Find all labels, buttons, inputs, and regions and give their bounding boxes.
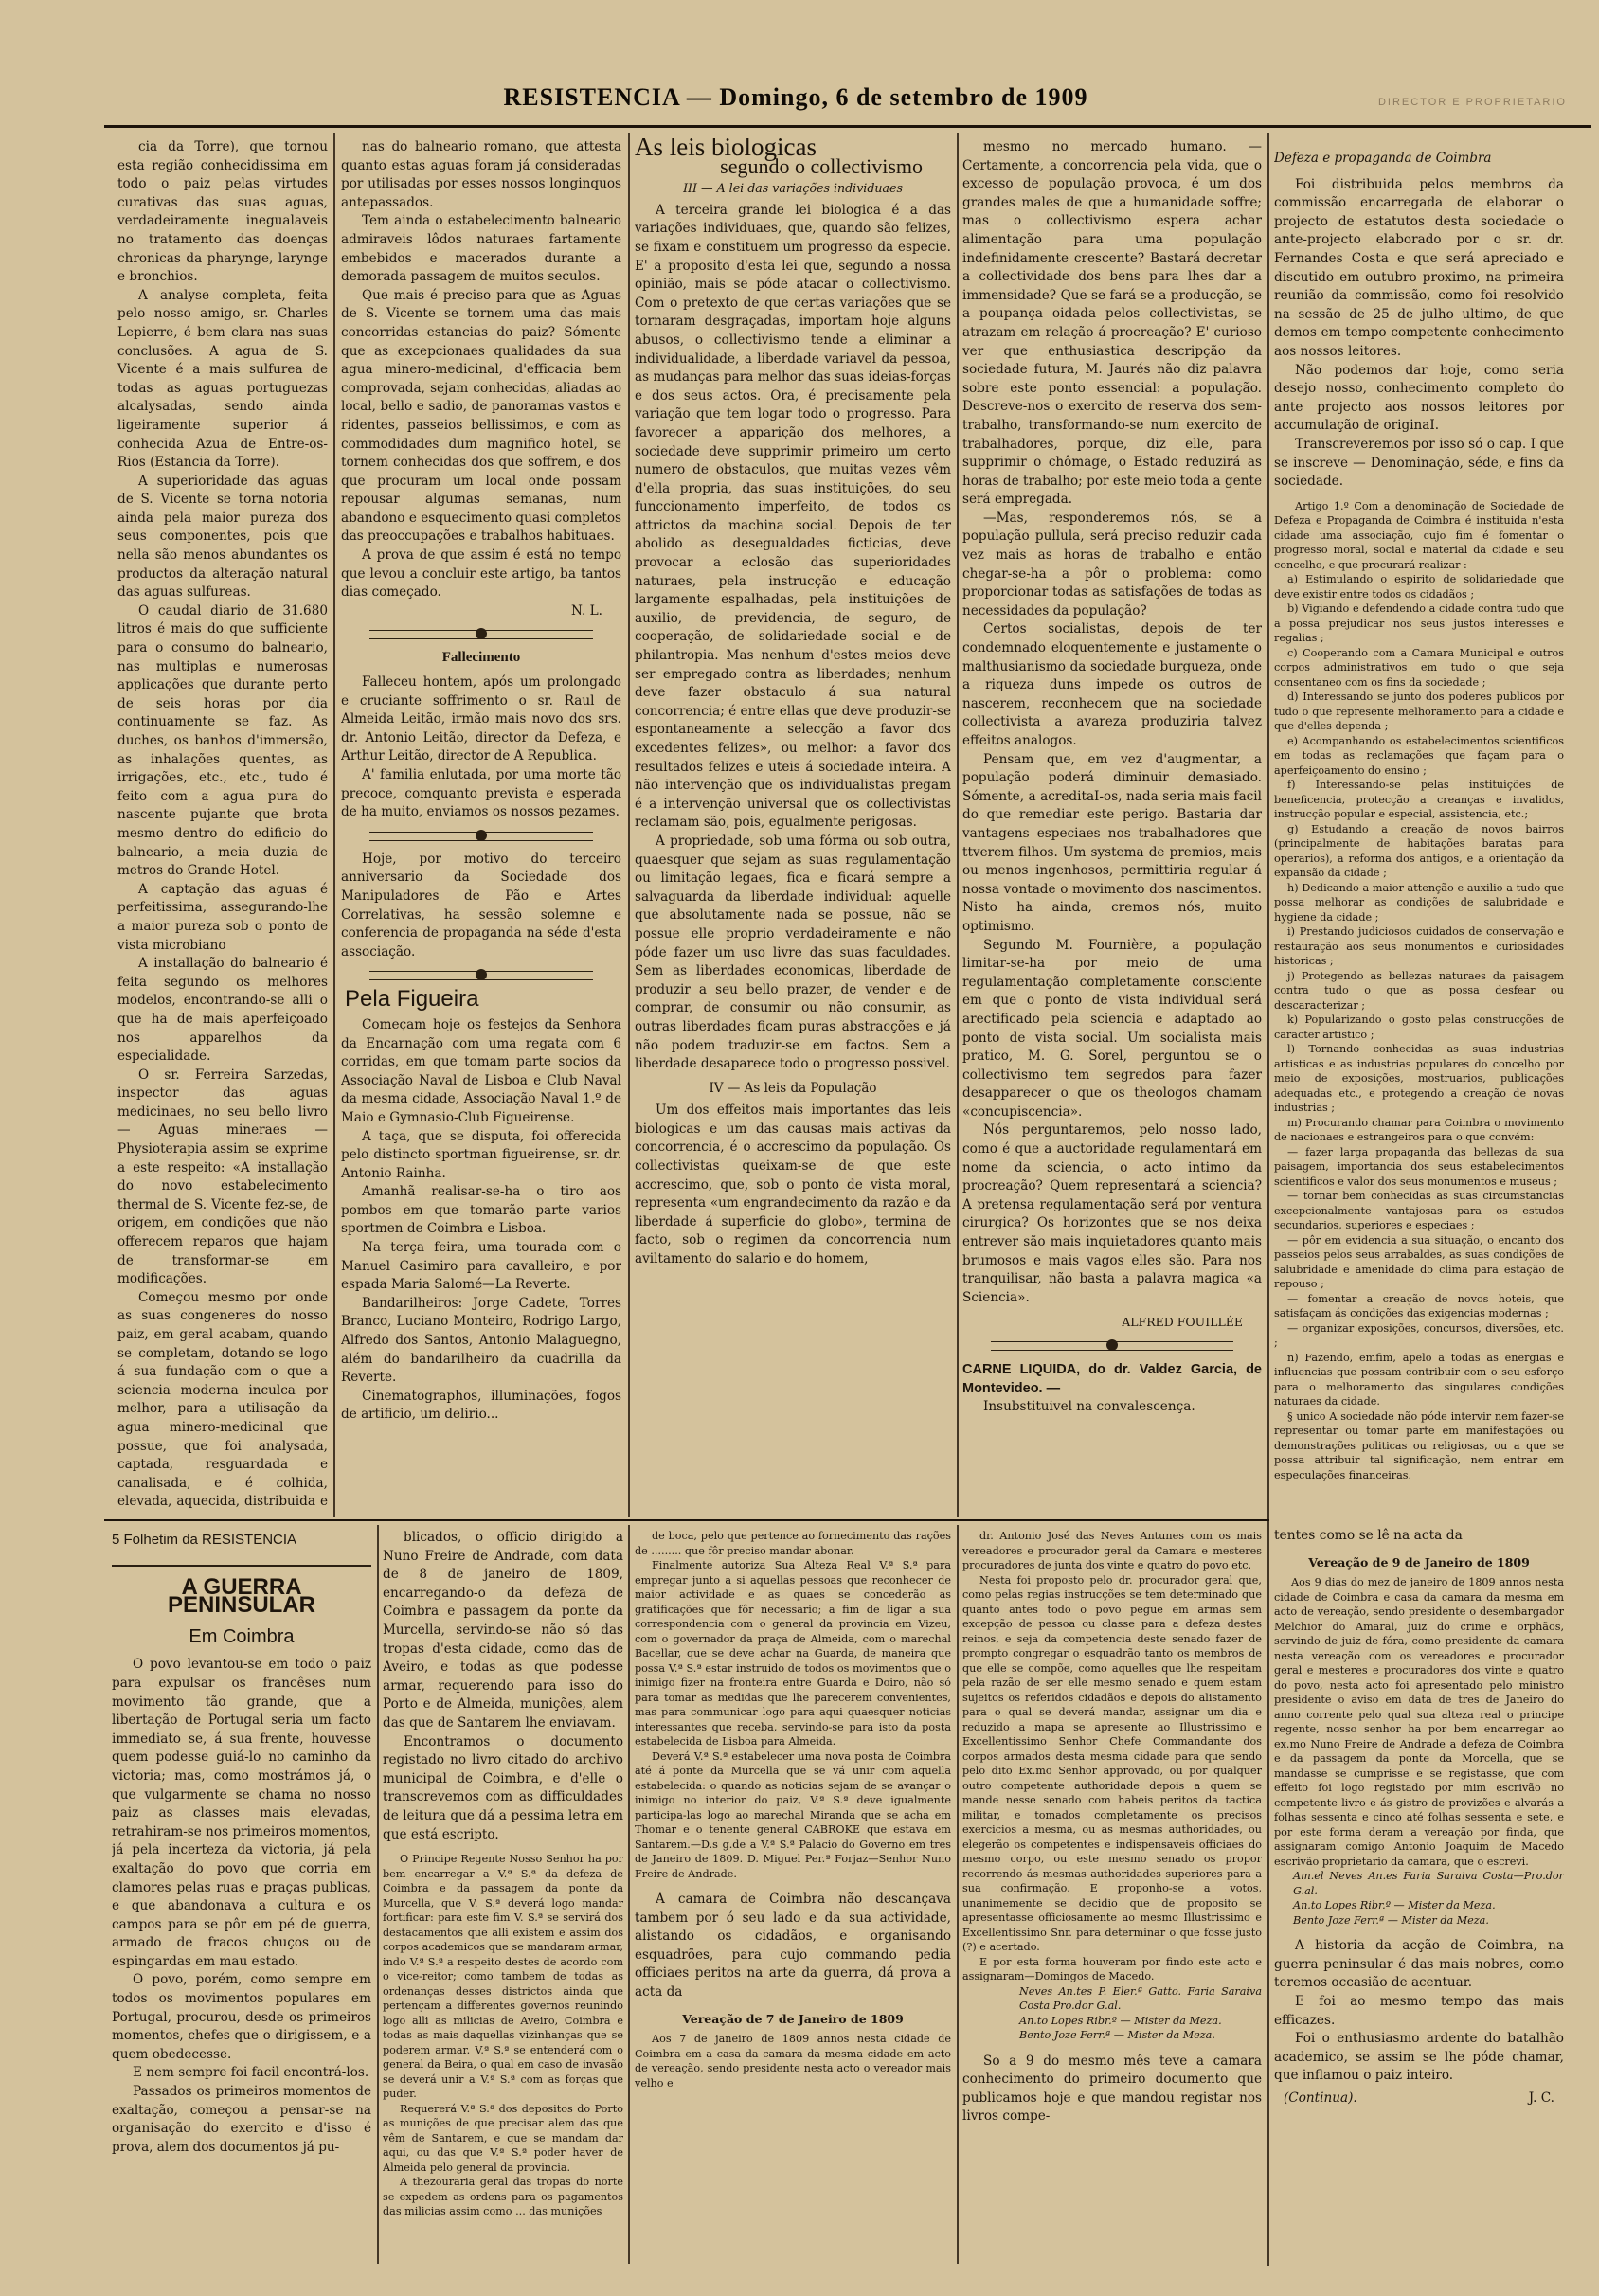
column-rule — [333, 133, 335, 1517]
paragraph: Certos socialistas, depois de ter condemnado eloquentemente e justamente o malthusianismo da sociedade burgueza, onde a riqueza duns impede os outros de nascerem, reconhecem que na sociedade collectivista a avareza produziria talvez effeitos analogos. — [962, 621, 1262, 748]
paragraph: Falleceu hontem, após um prolongado e cruciante soffrimento o sr. Raul de Almeida Leitão, irmão mais novo dos srs. dr. Antonio Leitão, director da Defeza, e Arthur Leitão, director de A Republica. — [341, 674, 621, 764]
column-5 — [1274, 150, 1564, 1514]
feuilleton-column-a — [112, 1527, 371, 2262]
paragraph: Segundo M. Fournière, a população limitar-se-ha por meio de uma regulamentação completamente consciente em que o ponto de vista individual será arectificado pela sciencia e adaptado ao ponto de vista social. Um socialista mais pratico, M. G. Sorel, perguntou se o collectivismo tem segredos para fazer desapparecer o que os theologos chamam «concupiscencia». — [962, 937, 1262, 1120]
author-signature: ALFRED FOUILLÉE — [1122, 1315, 1243, 1330]
paragraph: Foi distribuida pelos membros da commissão encarregada de elaborar o projecto de estatutos desta sociedade o ante-projecto elaborado por o sr. dr. Fernandes Costa e que será apreciado e discutido em outubro proximo, na primeira reunião da commissão, como foi resolvido na sessão de 25 de julho ultimo, de que demos em tempo competente conhecimento aos nossos leitores. — [1274, 176, 1564, 359]
divider — [369, 630, 593, 639]
figueira-title: Pela Figueira — [345, 986, 479, 1013]
document-signature: Am.el Neves An.es Faria Saraiva Costa—Pro.dor G.al. — [1293, 1870, 1564, 1897]
paragraph: Encontramos o documento registado no livro citado do archivo municipal de Coimbra, e d'elle o transcrevemos com as difficuldades de leitura que dá a pessima letra em que está escripto. — [383, 1733, 623, 1842]
statute-item: g) Estudando a creação de novos bairros (principalmente de habitações baratas para operarios), a reforma dos antigos, e a orientação da expansão da cidade ; — [1274, 822, 1564, 880]
feuilleton-column-d — [962, 1529, 1262, 2262]
column-rule — [957, 1525, 959, 2264]
statute-item: — tornar bem conhecidas as suas circumstancias excepcionalmente vantajosas para os estudos secundarios, superiores e especiaes ; — [1274, 1190, 1564, 1232]
obituary-title: Fallecimento — [441, 650, 521, 666]
paragraph: O sr. Ferreira Sarzedas, inspector das aguas medicinaes, no seu bello livro — Aguas mineraes — Physioterapia assim se exprime a este respeito: «A installação do novo estabelecimento thermal de S. Vicente fez-se, de origem, em condições que não offerecem reparos que hajam de transformar-se em modificações. — [117, 1067, 328, 1287]
divider — [991, 1341, 1233, 1351]
paragraph: A taça, que se disputa, foi offerecida pelo distincto sportman figueirense, sr. dr. Antonio Rainha. — [341, 1128, 621, 1181]
paragraph: Amanhã realisar-se-ha o tiro aos pombos em que tomarão parte varios sportmen de Coimbra e Lisboa. — [341, 1184, 621, 1237]
paragraph: Começam hoje os festejos da Senhora da Encarnação com uma regata com 6 corridas, em que tomam parte socios da Associação Naval de Lisboa e Club Naval da mesma cidade, Associação Naval 1.º de Maio e Gymnasio-Club Figueirense. — [341, 1016, 621, 1125]
statute-item: n) Fazendo, emfim, apelo a todas as energias e influencias que possam contribuir com o seu esforço para o melhoramento das singulares condições naturaes da cidade. — [1274, 1351, 1564, 1408]
paragraph: A superioridade das aguas de S. Vicente se torna notoria ainda pela maior pureza dos seus componentes, pois que nella são menos abundantes os productos da alteração natural das aguas sulfureas. — [117, 473, 328, 601]
document-signature: An.to Lopes Ribr.º — Mister da Meza. — [1019, 2014, 1222, 2027]
document-text: E por esta forma houveram por findo este acto e assignaram—Domingos de Macedo. — [962, 1955, 1262, 1982]
document-signature: Bento Joze Ferr.ª — Mister da Meza. — [1293, 1913, 1489, 1927]
paragraph: A historia da acção de Coimbra, na guerra peninsular é das mais nobres, como teremos occasião de acentuar. — [1274, 1938, 1564, 1991]
statute-item: — fazer larga propaganda das bellezas da sua paisagem, importancia dos seus estabelecimentos scientificos e valor dos seus monumentos e museus ; — [1274, 1145, 1564, 1188]
document-text: Finalmente autoriza Sua Alteza Real V.ª S.ª para empregar junto a si aquellas pessoas que reconhecer de maior actividade e as quaes se concederão as gratificações que fôr necessario; a fim de ligar a sua correspondencia com o general da provincia em Vizeu, com o governador da praça de Almeida, com o marechal Bacellar, que se deve achar na Guarda, de maneira que possa V.ª S.ª estar instruido de todos os movimentos que o inimigo fizer na fronteira entre Guarda e Doiro, não só para tomar as medidas que lhe parecerem convenientes, mas para communicar logo para aqui quaesquer noticias interessantes que receba, servindo-se para isto da posta estabelecida de Lisboa para Almeida. — [635, 1559, 951, 1748]
paragraph: Não podemos dar hoje, como seria desejo nosso, conhecimento completo do ante projecto aos nossos leitores por accumulação de originaI. — [1274, 362, 1564, 434]
statute-item: j) Protegendo as bellezas naturaes da paisagem contra tudo o que as possa desfear ou descaracterizar ; — [1274, 969, 1564, 1012]
column-rule — [628, 1525, 630, 2264]
divider — [369, 832, 593, 841]
paragraph: Tem ainda o estabelecimento balneario admiraveis lôdos naturaes fartamente embebidos e macerados durante a demorada passagem de muitos seculos. — [341, 213, 621, 285]
statute-item: a) Estimulando o espirito de solidariedade que deve existir entre todos os cidadãos ; — [1274, 573, 1564, 601]
paragraph: A terceira grande lei biologica é a das variações individuaes, que, quando são felizes, se fixam e constituem um progresso da especie. E' a proposito d'esta lei que, segundo a nossa opinião, mais se póde atacar o collectivismo. Com o pretexto de que certas variações que se tornaram desgraçadas, importam hoje alguns abusos, o collectivismo tende a eliminar a individualidade, a liberdade variavel da pessoa, as mudanças para melhor das suas ideias-forças e dos seus actos. Ora, é precisamente pela variação que tem logar todo o progresso. Para favorecer a apparição dos melhores, a sociedade deve supprimir primeiro um certo numero de obstaculos, que muitas vezes vêm d'ella propria, das suas instituições, do seu funccionamento imperfeito, de todos os attrictos da machina social. Depois de ter abolido as desegualdades ficticias, deve provocar a eclosão das superioridades naturaes, pela instrucção e educação largamente espalhadas, pela instituições de auxilio, de previdencia, de seguro, de cooperação, de solidariedade social e de philantropia. Mas nenhum d'estes meios deve ser empregado contra as liberdades; nenhum deve fazer obstaculo á sua natural concorrencia; é entre ellas que deve produzir-se espontaneamente a selecção a favor dos excedentes felizes», ou melhor: a favor dos resultados felizes e uteis á sociedade inteira. A não intervenção que os individualistas pregam é a intervenção universal que os collectivistas reclamam são, pois, egualmente perigosas. — [635, 202, 951, 831]
feuilleton-column-b — [383, 1529, 623, 2262]
statute-item: f) Interessando-se pelas instituições de beneficencia, protecção a creanças e invalidos, instrucção popular e especial, assistencia, etc.; — [1274, 779, 1564, 821]
paragraph: Um dos effeitos mais importantes das leis biologicas e um das causas mais activas da concorrencia, é o accrescimo da população. Os collectivistas queixam-se de que este accrescimo, que, sob o ponto de vista moral, representa «um engrandecimento da razão e da liberdade á superficie do globo», termina de facto, sob o regimen da concorrencia num aviltamento do salario e do homem, — [635, 1103, 951, 1267]
column-4 — [962, 138, 1262, 1512]
paragraph: Foi o enthusiasmo ardente do batalhão academico, se assim se lhe póde chamar, que inflamou o paiz inteiro. — [1274, 2031, 1564, 2084]
masthead: RESISTENCIA — Domingo, 6 de setembro de 1909 — [503, 83, 1088, 111]
masthead-rule — [104, 125, 1591, 128]
paragraph: Na terça feira, uma tourada com o Manuel Casimiro para cavalleiro, e por espada Maria Salomé—La Reverte. — [341, 1240, 621, 1293]
header-right-faded: DIRECTOR E PROPRIETARIO — [1377, 97, 1567, 108]
statute-item: — organizar exposições, concursos, diversões, etc. ; — [1274, 1321, 1564, 1350]
paragraph: Bandarilheiros: Jorge Cadete, Torres Branco, Luciano Monteiro, Rodrigo Largo, Alfredo dos Santos, Antonio Malaguegno, além do bandarilheiro da cuadrilla da Reverte. — [341, 1295, 621, 1386]
advert-text: Insubstituivel na convalescença. — [983, 1399, 1195, 1414]
statute-item: b) Vigiando e defendendo a cidade contra tudo que a possa prejudicar nos seus justos interesses e regalias ; — [1274, 602, 1564, 645]
paragraph: cia da Torre), que tornou esta região conhecidissima em todo o paiz pelas virtudes curativas das suas aguas, verdadeiramente inegualaveis no tratamento das doenças chronicas da pharynge, larynge e bronchios. — [117, 139, 328, 285]
document-text: A thezouraria geral das tropas do norte se expedem as ordens para os pagamentos das milicias assim como ... das munições — [383, 2176, 623, 2218]
statute-item: k) Popularizando o gosto pelas construcções de caracter artistico ; — [1274, 1013, 1564, 1041]
paragraph: Pensam que, em vez d'augmentar, a população poderá diminuir demasiado. Sómente, a acreditaI-os, nada seria mais facil do que remediar este perigo. Bastaria dar vantagens especiaes nos trabalhadores que ttverem filhos. Um systema de premios, mais ou menos ingenhosos, permittiria regular á nossa vontade o movimento dos nascimentos. Nisto ha ainda, cremos nós, muito optimismo. — [962, 751, 1262, 934]
document-text: de boca, pelo que pertence ao fornecimento das rações de ......... que fôr preciso mandar abonar. — [635, 1530, 951, 1557]
paragraph: A analyse completa, feita pelo nosso amigo, sr. Charles Lepierre, é bem clara nas suas conclusões. A agua de S. Vicente é a mais sulfurea de todas as aguas portuguezas alcalysadas, sendo ainda ligeiramente superior á conhecida Azua de Entre-os-Rios (Estancia da Torre). — [117, 287, 328, 471]
statute-item: § unico A sociedade não póde intervir nem fazer-se representar ou tomar parte em manifestações ou demonstrações politicas ou religiosas, ou a que se possa attribuir tal significação, nem entrar em especulações financeiras. — [1274, 1409, 1564, 1481]
column-rule — [628, 133, 630, 1517]
column-rule — [957, 133, 959, 1517]
document-signature: Bento Joze Ferr.ª — Mister da Meza. — [1019, 2029, 1215, 2041]
statute-item: c) Cooperando com a Camara Municipal e outros corpos administrativos em tudo o que seja consentaneo com os fins da sociedade ; — [1274, 646, 1564, 689]
signature: N. L. — [570, 602, 602, 619]
paragraph: nas do balneario romano, que attesta quanto estas aguas foram já consideradas por utilisadas por esses nossos longinquos antepassados. — [341, 139, 621, 210]
statute-item: d) Interessando se junto dos poderes publicos por tudo o que represente melhoramento para a cidade e que d'elles dependa ; — [1274, 691, 1564, 733]
paragraph: A camara de Coimbra não descançava tambem por ó seu lado e da sua actividade, alistando os cidadãos, e organisando esquadrões, para cujo commando pedia officiaes peritos na arte da guerra, dá prova a acta da — [635, 1892, 951, 2000]
minutes-title: Vereação de 9 de Janeiro de 1809 — [1308, 1554, 1530, 1570]
feuilleton-rule — [104, 1519, 1269, 1521]
feuilleton-title: A GUERRA PENINSULAR — [167, 1573, 315, 1619]
document-text: Requererá V.ª S.ª dos depositos do Porto as munições de que precisar alem das que vêm de Santarem, e que se mandam dar aqui, ou das que V.ª S.ª poder haver de Almeida pelo general da provincia. — [383, 2102, 623, 2174]
feuilleton-column-e — [1274, 1527, 1564, 2262]
statute-item: h) Dedicando a maior attenção e auxilio a tudo que possa melhorar as condições de salubridade e hygiene da cidade ; — [1274, 881, 1564, 924]
paragraph: E foi ao mesmo tempo das mais efficazes. — [1274, 1993, 1564, 2028]
document-text: Deverá V.ª S.ª estabelecer uma nova posta de Coimbra até á ponte da Murcella que se vá unir com aquella estabelecida: o quando as noticias sejam de se avançar o inimigo no interior do paiz, V.ª S.ª deve igualmente participa-las logo ao marechal Miranda que se acha em Thomar e o tenente general CABROKE que estava em Santarem.—D.s g.de a V.ª S.ª Palacio do Governo em tres de Janeiro de 1809. D. Miguel Per.ª Forjaz—Senhor Nuno Freire de Andrade. — [635, 1749, 951, 1880]
paragraph: A propriedade, sob uma fórma ou sob outra, quaesquer que sejam as suas regulamentação ou limitação legaes, fica e ficará sempre a salvaguarda da liberdade individual: aquelle que absolutamente nada se possue, não se possue elle proprio verdadeiramente e não póde fazer um uso livre das suas faculdades. Sem as liberdades economicas, liberdade de produzir a seu bello prazer, de vender e de comprar, de consumir ou não consumir, as outras liberdades ficam puras abstracções e já não podem traduzir-se em factos. Sem a liberdade desaparece todo o progresso possivel. — [635, 833, 951, 1072]
paragraph: A installação do balneario é feita segundo os melhores modelos, encontrando-se alli o que ha de mais aperfeiçoado nos apparelhos da especialidade. — [117, 956, 328, 1065]
paragraph: Passados os primeiros momentos de exaltação, começou a pensar-se na organisação do exercito e d'isso é prova, alem dos documentos já pu- — [112, 2084, 371, 2155]
paragraph: —Mas, responderemos nós, se a população pullula, será preciso reduzir cada vez mais as horas de trabalho e então chegar-se-ha a pôr o problema: como proporcionar todas as satisfações de todas as necessidades da população? — [962, 510, 1262, 619]
feuilleton-label-rule — [112, 1565, 371, 1567]
section-heading: III — A lei das variações individuaes — [683, 181, 903, 196]
feuilleton-subtitle: Em Coimbra — [189, 1625, 295, 1647]
paragraph: Nós perguntaremos, pelo nosso lado, como é que a auctoridade regulamentará em nome da sciencia, o acto intimo da procreação? Quem representará a sciencia? A pretensa regulamentação será por ventura cirurgica? Os horizontes que se nos deixa entrever são mais inquietadores quanto mais brumosos e mais vagos elles são. Para nos tranquilisar, não basta a palavra magica «a Sciencia». — [962, 1122, 1262, 1305]
paragraph: O povo, porém, como sempre em todos os movimentos populares em Portugal, procurou, desde os primeiros momentos, chefes que o dirigissem, e a quem obedecesse. — [112, 1972, 371, 2062]
document-text: Nesta foi proposto pelo dr. procurador geral que, como pelas regias instrucções se tem determinado que quanto antes todo o povo pegue em armas sem excepção de pessoa ou classe para a defeza destes reinos, e seja da competencia deste senado fazer de prompto congregar o esquadrão tanto os membros de que elle se compõe, como aquelles que lhe respeitam pela razão de ser elle mesmo senado e quem estam sujeitos os referidos cidadãos e depois do alistamento para o qual se deverá mandar, assignar um dia e reduzido a mapa se apresente ao Illustrissimo e Excellentissimo Senhor Chefe Commandante dos corpos armados desta mesma cidade para que sendo pelo dito Ex.mo Senhor approvado, ou por qualquer outro competente authoridade depois a quem se mande nesse senado com habeis peritos da tactica militar, e tomados completamente os precisos exercicios a mesma, ou as mesmas authoridades, ou elegerão os competentes e indispensaveis officiaes do mesmo corpo, ou este mesmo senado os propor recorrendo ás mesmas authoridades superiores para a sua confirmação. E proponho-se a votos, unanimemente se decidio que de proposito se apresentasse officiosamente ao mesmo Illustrissimo e Excellentissimo Snr. para determinar o que fosse justo (?) e acertado. — [962, 1573, 1262, 1953]
statute-item: i) Prestando judiciosos cuidados de conservação e restauração aos seus monumentos e curiosidades historicas ; — [1274, 925, 1564, 968]
continuation-row — [1274, 2090, 1564, 2108]
column-3 — [635, 138, 951, 1512]
continued-label: (Continua). — [1284, 2090, 1357, 2106]
document-text: dr. Antonio José das Neves Antunes com os mais vereadores e procurador geral da Camara e mesteres procuradores de junta dos vinte e quatro do povo etc. — [962, 1530, 1262, 1571]
column-2 — [341, 138, 621, 1512]
paragraph: E nem sempre foi facil encontrá-los. — [133, 2065, 369, 2081]
article-subtitle: segundo o collectivismo — [720, 153, 923, 178]
column-1 — [117, 138, 328, 1512]
statute-item: l) Tornando conhecidas as suas industrias artisticas e as industrias populares do concelho por meio de exposições, mostruarios, publicações adequadas etc., e protegendo a creação de novas industrias ; — [1274, 1043, 1564, 1115]
author-initials: J. C. — [1528, 2090, 1554, 2106]
document-text: O Principe Regente Nosso Senhor ha por bem encarregar a V.ª S.ª da defeza de Coimbra e da passagem da ponte da Murcella, que V. S.ª deverá logo mandar fortificar: para este fim V. S.ª se servirá dos destacamentos que alli existem e assim dos corpos academicos que se mandaram armar, indo V.ª S.ª a respeito destes de acordo com o vice-reitor; como tambem de todas as ordenanças desses districtos ainda que pertençam a differentes governos reunindo logo alli as milicias de Aveiro, Coimbra e todas as mais daquellas vizinhanças que se poderem armar. V.ª S.ª se entenderá com o general da Beira, o qual em caso de invasão se deverá unir a V.ª S.ª com as forças que puder. — [383, 1853, 623, 2101]
paragraph: A' familia enlutada, por uma morte tão precoce, comquanto prevista e esperada de ha muito, enviamos os nossos pezames. — [341, 767, 621, 820]
feuilleton-column-c — [635, 1529, 951, 2262]
statute-item: e) Acompanhando os estabelecimentos scientificos em todas as reclamações que façam para o aperfeiçoamento do ensino ; — [1274, 734, 1564, 777]
divider — [369, 971, 593, 980]
paragraph: Começou mesmo por onde as suas congeneres do nosso paiz, em geral acabam, quando se completam, dotando-se logo á sua fundação com o que a sciencia moderna inculca por melhor, para a utilisação da agua minero-medicinal que possue, que foi analysada, captada, resguardada e canalisada, e é colhida, elevada, aquecida, distribuida e — [117, 1289, 328, 1510]
statute-article: Artigo 1.º Com a denominação de Sociedade de Defeza e Propaganda de Coimbra é instituida n'esta cidade uma associação, cujo fim é fomentar o progresso moral, social e material da cidade e seu concelho, e que procurará realizar : — [1274, 499, 1564, 571]
feuilleton-label: 5 Folhetim da RESISTENCIA — [112, 1532, 297, 1548]
document-text: Aos 9 dias do mez de janeiro de 1809 annos nesta cidade de Coimbra e casa da camara da mesma em acto de vereação, sendo presidente o desembargador Melchior do Amaral, juiz do crime e orphãos, servindo de juiz de fóra, como presidente da camara nesta vereação com os vereadores e procurador geral e mesteres e procuradores dos vinte e quatro do povo, nesta acto foi apresentado pelo ministro presidente o aviso em data de tres de Janeiro do anno corrente pelo qual sua alteza real o principe regente, nosso senhor ha por bem encarregar ao ex.mo Nuno Freire de Andrade a defeza de Coimbra e da passagem da ponte da Morcella, que se mandasse se cumprisse e se registasse, que com effeito foi logo registado por mim escrivão no competente livro e ás gistro de provizões e alvarás a folhas sessenta e cinco até folhas sessenta e sete, e por este forma deram a vereação por finda, que assignaram comigo Antonio Joaquim de Macedo escrivão proprietario da camara, que o escrevi. — [1274, 1576, 1564, 1868]
paragraph: Que mais é preciso para que as Aguas de S. Vicente se tornem uma das mais concorridas estancias do paiz? Sómente que as excepcionaes qualidades da sua agua minero-medicinal, d'efficacia bem comprovada, sejam conhecidas, aliadas ao local, bello e sadio, de panoramas vastos e ridentes, passeios bellissimos, e com as commodidades dum magnifico hotel, se tornem conhecidas dos que soffrem, e dos que procuram um local onde possam repousar algumas semanas, num abandono e esquecimento quasi completos das preoccupações e trabalhos habituaes. — [341, 287, 621, 545]
paragraph: Hoje, por motivo do terceiro anniversario da Sociedade dos Manipuladores de Pão e Artes Correlativas, ha sessão solemne e conferencia de propaganda na séde d'esta associação. — [341, 851, 621, 960]
statute-item: — pôr em evidencia a sua situação, o encanto dos passeios pelos seus arrabaldes, as suas condições de salubridade e amenidade do clima para estação de repouso ; — [1274, 1233, 1564, 1291]
paragraph: O povo levantou-se em todo o paiz para expulsar os francêses num movimento tão grande, que a libertação de Portugal seria um facto immediato se, á sua frente, houvesse quem podesse guiá-lo no caminho da victoria; mas, como mostrámos já, o que vulgarmente se chama no nosso paiz as classes mais elevadas, retrahiram-se nos primeiros momentos, já pela incerteza da victoria, já pela exaltação do povo que corria em clamores pelas ruas e praças publicas, e que abandonava a cultura e os campos para se pôr em pé de guerra, armado de fracos chuços ou de espingardas em mau estado. — [112, 1657, 371, 1969]
paragraph: Transcreveremos por isso só o cap. I que se inscreve — Denominação, séde, e fins da sociedade. — [1274, 436, 1564, 490]
paragraph: So a 9 do mesmo mês teve a camara conhecimento do primeiro documento que publicamos hoje e que mandou registar nos livros compe- — [962, 2053, 1262, 2125]
column-rule — [377, 1525, 379, 2264]
paragraph: A prova de que assim é está no tempo que levou a concluir este artigo, ba tantos dias começado. — [341, 547, 621, 601]
paragraph: tentes como se lê na acta da — [1274, 1528, 1463, 1543]
advert-title: CARNE LIQUIDA, do dr. Valdez Garcia, de Montevideo. — — [962, 1362, 1262, 1396]
document-text: Aos 7 de janeiro de 1809 annos nesta cidade de Coimbra em a casa da camara da mesma cidade em acto de vereação, sendo presidente nesta acto o vereador mais velho e — [635, 2033, 951, 2090]
document-signature: Neves An.tes P. Eler.ª Gatto. Faria Saraiva Costa Pro.dor G.al. — [1019, 1984, 1262, 2012]
paragraph: A captação das aguas é perfeitissima, assegurando-lhe a maior pureza sob o ponto de vista microbiano — [117, 881, 328, 953]
paragraph: mesmo no mercado humano. — Certamente, a concorrencia pela vida, que o excesso de população provoca, é um dos grandes males de que a humanidade soffre; mas o collectivismo espera achar alimentação para uma população indefinidamente crescente? Bastará decretar a collectividade dos bens para lhes dar a immensidade? Que se fará se a producção, se a poupança oidada pelos collectivistas, se atrazam em relação á procreação? E' curioso ver que enthusiastica descripção da sociedade futura, M. Jaurés não diz palavra sobre este ponto essencial: a população. Descreve-nos o exercito de reserva dos sem-trabalho, transformando-se num exercito de trabalhadores, porque, diz elle, para supprimir o chômage, o Estado reduzirá as horas de trabalho; por este meio toda a gente será empregada. — [962, 139, 1262, 508]
column-rule — [1267, 133, 1269, 2266]
section-heading: IV — As leis da População — [709, 1080, 877, 1096]
document-signature: An.to Lopes Ribr.º — Mister da Meza. — [1293, 1899, 1496, 1912]
statute-item: — fomentar a creação de novos hoteis, que satisfaçam ás condições das exigencias modernas ; — [1274, 1292, 1564, 1320]
paragraph: O caudal diario de 31.680 litros é mais do que sufficiente para o consumo do balneario, nas multiplas e numerosas applicações que durante perto de seis horas por dia continuamente se faz. As duches, os banhos d'immersão, as inhalações quentes, as irrigações, etc., etc., tudo é feito com a agua pura do nascente pujante que brota mesmo dentro do edificio do balneario, a meia duzia de metros do Grande Hotel. — [117, 602, 328, 879]
article-title: Defeza e propaganda de Coimbra — [1274, 151, 1492, 166]
paragraph: Cinematographos, illuminações, fogos de artificio, um delirio... — [341, 1388, 621, 1423]
article-title: As leis biologicas — [635, 138, 817, 161]
paragraph: blicados, o officio dirigido a Nuno Freire de Andrade, com data de 8 de janeiro de 1809, encarregando-o da defeza de Coimbra e passagem da ponte da Murcella, servindo-se não só das tropas d'esta cidade, como das de Aveiro, e todas as que podesse armar, requerendo para isso do Porto e de Almeida, munições, alem das que de Santarem lhe enviavam. — [383, 1530, 623, 1731]
statute-item: m) Procurando chamar para Coimbra o movimento de nacionaes e estrangeiros para o que convém: — [1274, 1116, 1564, 1144]
minutes-title: Vereação de 7 de Janeiro de 1809 — [682, 2011, 904, 2026]
